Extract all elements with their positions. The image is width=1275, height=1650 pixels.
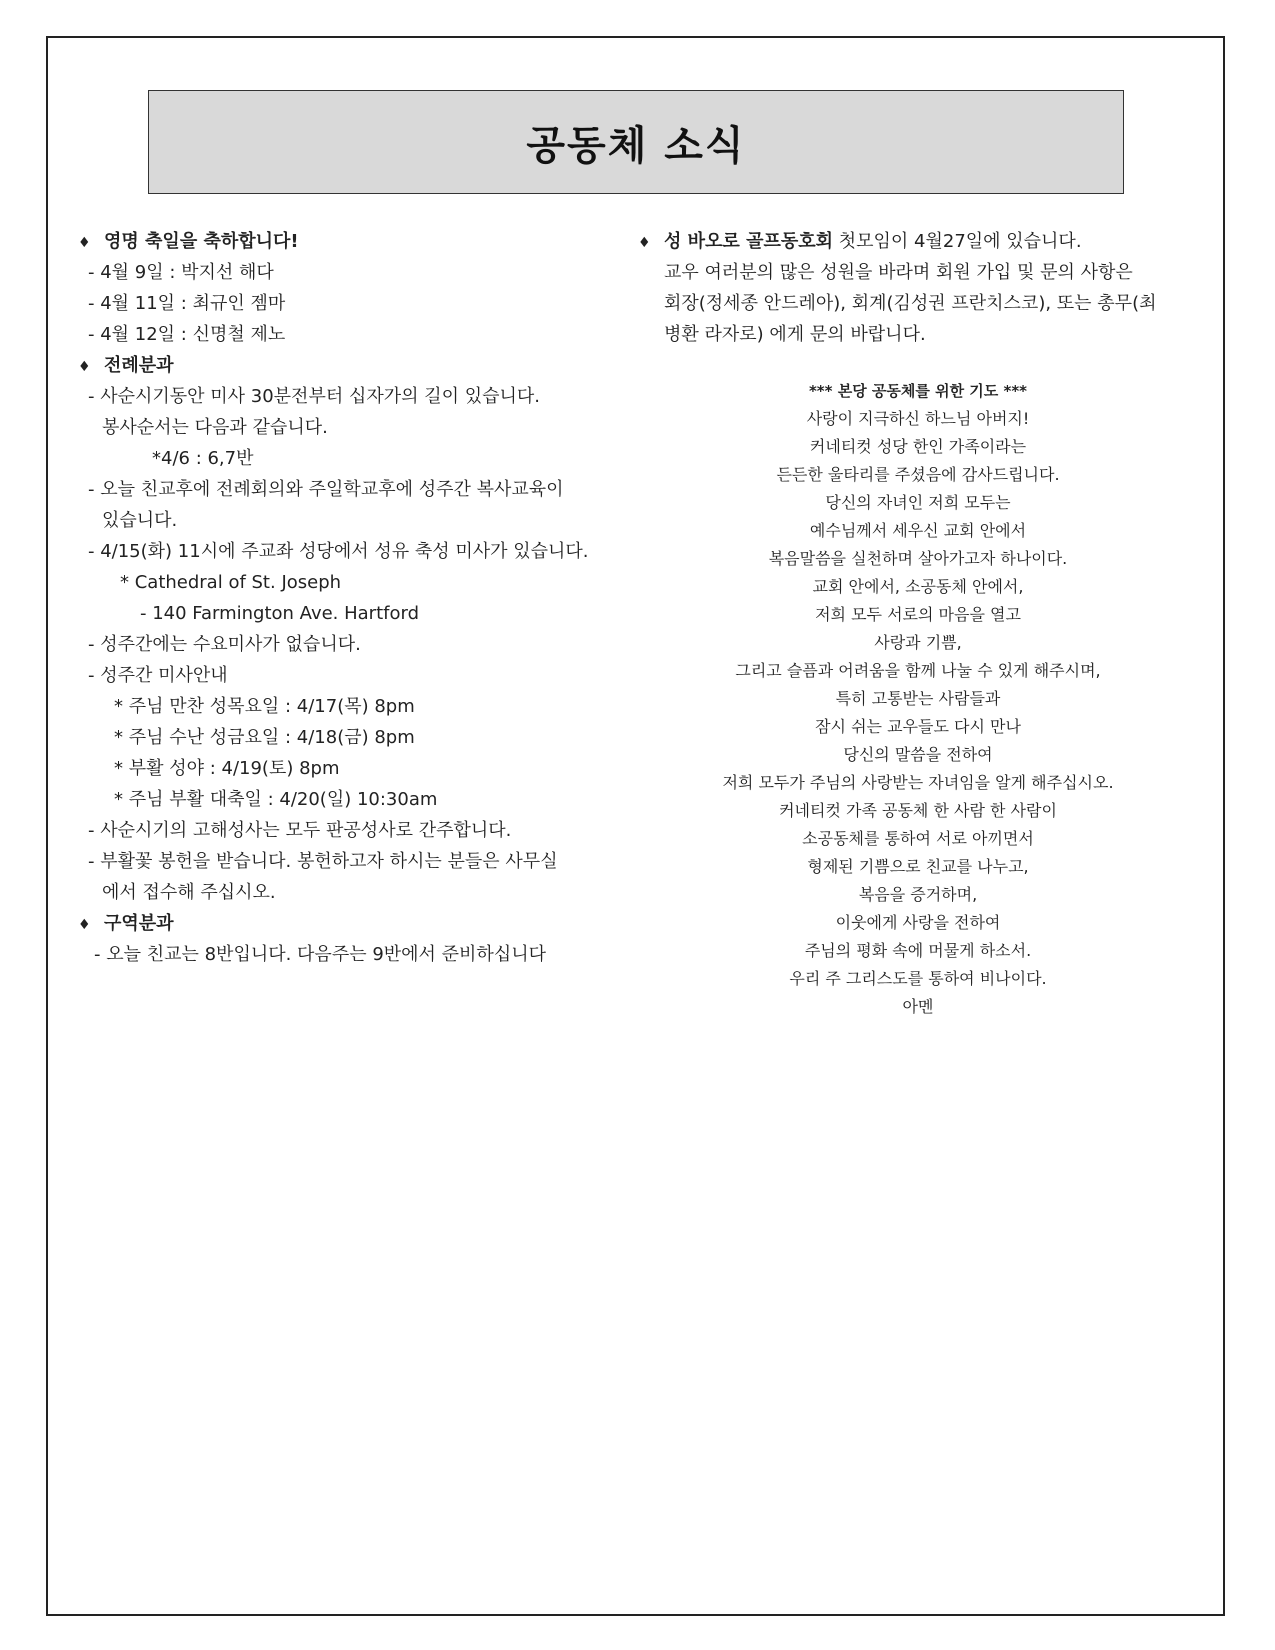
list-item: * 부활 성야 : 4/19(토) 8pm bbox=[114, 758, 340, 779]
prayer-line: 복음을 증거하며, bbox=[858, 885, 978, 904]
prayer-line: 소공동체를 통하여 서로 아끼면서 bbox=[802, 829, 1034, 848]
list-item: - 사순시기동안 미사 30분전부터 십자가의 길이 있습니다. bbox=[88, 386, 540, 407]
prayer-line: 커네티컷 가족 공동체 한 사람 한 사람이 bbox=[779, 801, 1057, 820]
list-item: 봉사순서는 다음과 같습니다. bbox=[102, 417, 328, 438]
prayer-line: 커네티컷 성당 한인 가족이라는 bbox=[809, 437, 1027, 456]
list-item: - 오늘 친교후에 전례회의와 주일학교후에 성주간 복사교육이 bbox=[88, 479, 564, 500]
list-item: - 성주간 미사안내 bbox=[88, 665, 228, 686]
diamond-bullet-icon: ♦ bbox=[78, 235, 91, 251]
prayer-line: 특히 고통받는 사람들과 bbox=[835, 689, 1001, 708]
list-item: - 오늘 친교는 8반입니다. 다음주는 9반에서 준비하십니다 bbox=[94, 944, 546, 965]
prayer-line: 이웃에게 사랑을 전하여 bbox=[835, 913, 1001, 932]
section-heading-golf-club: ♦ 성 바오로 골프동호회 첫모임이 4월27일에 있습니다. bbox=[638, 230, 1082, 255]
prayer-line: 사랑과 기쁨, bbox=[874, 633, 962, 652]
prayer-line: 잠시 쉬는 교우들도 다시 만나 bbox=[815, 717, 1021, 736]
diamond-bullet-icon: ♦ bbox=[638, 235, 651, 251]
section-heading-district: ♦ 구역분과 bbox=[78, 912, 174, 937]
prayer-title: *** 본당 공동체를 위한 기도 *** bbox=[808, 382, 1028, 400]
list-item: - 4월 9일 : 박지선 해다 bbox=[88, 262, 274, 283]
list-item: - 부활꽃 봉헌을 받습니다. 봉헌하고자 하시는 분들은 사무실 bbox=[88, 851, 558, 872]
prayer-line: 당신의 자녀인 저희 모두는 bbox=[825, 493, 1011, 512]
list-item: * 주님 수난 성금요일 : 4/18(금) 8pm bbox=[114, 727, 415, 748]
list-item: * 주님 만찬 성목요일 : 4/17(목) 8pm bbox=[114, 696, 415, 717]
prayer-line: 예수님께서 세우신 교회 안에서 bbox=[809, 521, 1027, 540]
diamond-bullet-icon: ♦ bbox=[78, 917, 91, 933]
prayer-line: 아멘 bbox=[902, 997, 934, 1016]
list-item: 교우 여러분의 많은 성원을 바라며 회원 가입 및 문의 사항은 bbox=[664, 262, 1133, 283]
prayer-line: 우리 주 그리스도를 통하여 비나이다. bbox=[789, 969, 1047, 988]
list-item: 회장(정세종 안드레아), 회계(김성권 프란치스코), 또는 총무(최 bbox=[664, 293, 1157, 314]
list-item: - 140 Farmington Ave. Hartford bbox=[140, 603, 419, 624]
prayer-line: 당신의 말씀을 전하여 bbox=[843, 745, 993, 764]
list-item: - 4월 11일 : 최규인 젬마 bbox=[88, 293, 286, 314]
prayer-line: 사랑이 지극하신 하느님 아버지! bbox=[806, 409, 1030, 428]
list-item: - 4월 12일 : 신명철 제노 bbox=[88, 324, 286, 345]
prayer-line: 그리고 슬픔과 어려움을 함께 나눌 수 있게 해주시며, bbox=[735, 661, 1101, 680]
list-item: * Cathedral of St. Joseph bbox=[120, 572, 342, 593]
prayer-line: 주님의 평화 속에 머물게 하소서. bbox=[804, 941, 1032, 960]
prayer-line: 복음말씀을 실천하며 살아가고자 하나이다. bbox=[768, 549, 1068, 568]
list-item: - 성주간에는 수요미사가 없습니다. bbox=[88, 634, 361, 655]
prayer-line: 교회 안에서, 소공동체 안에서, bbox=[812, 577, 1024, 596]
prayer-line: 저희 모두 서로의 마음을 열고 bbox=[815, 605, 1021, 624]
list-item: 에서 접수해 주십시오. bbox=[102, 882, 276, 903]
list-item: - 4/15(화) 11시에 주교좌 성당에서 성유 축성 미사가 있습니다. bbox=[88, 541, 589, 562]
list-item: * 주님 부활 대축일 : 4/20(일) 10:30am bbox=[114, 789, 438, 810]
section-heading-liturgy: ♦ 전례분과 bbox=[78, 354, 174, 379]
list-item: *4/6 : 6,7반 bbox=[152, 448, 254, 469]
diamond-bullet-icon: ♦ bbox=[78, 359, 91, 375]
list-item: 있습니다. bbox=[102, 510, 178, 531]
page-title: 공동체 소식 bbox=[526, 122, 746, 169]
prayer-line: 저희 모두가 주님의 사랑받는 자녀임을 알게 해주십시오. bbox=[722, 773, 1114, 792]
prayer-line: 든든한 울타리를 주셨음에 감사드립니다. bbox=[776, 465, 1060, 484]
list-item: - 사순시기의 고해성사는 모두 판공성사로 간주합니다. bbox=[88, 820, 512, 841]
section-heading-feast: ♦ 영명 축일을 축하합니다! bbox=[78, 230, 299, 255]
prayer-line: 형제된 기쁨으로 친교를 나누고, bbox=[807, 857, 1029, 876]
list-item: 병환 라자로) 에게 문의 바랍니다. bbox=[664, 324, 926, 345]
title-banner bbox=[148, 90, 1124, 194]
